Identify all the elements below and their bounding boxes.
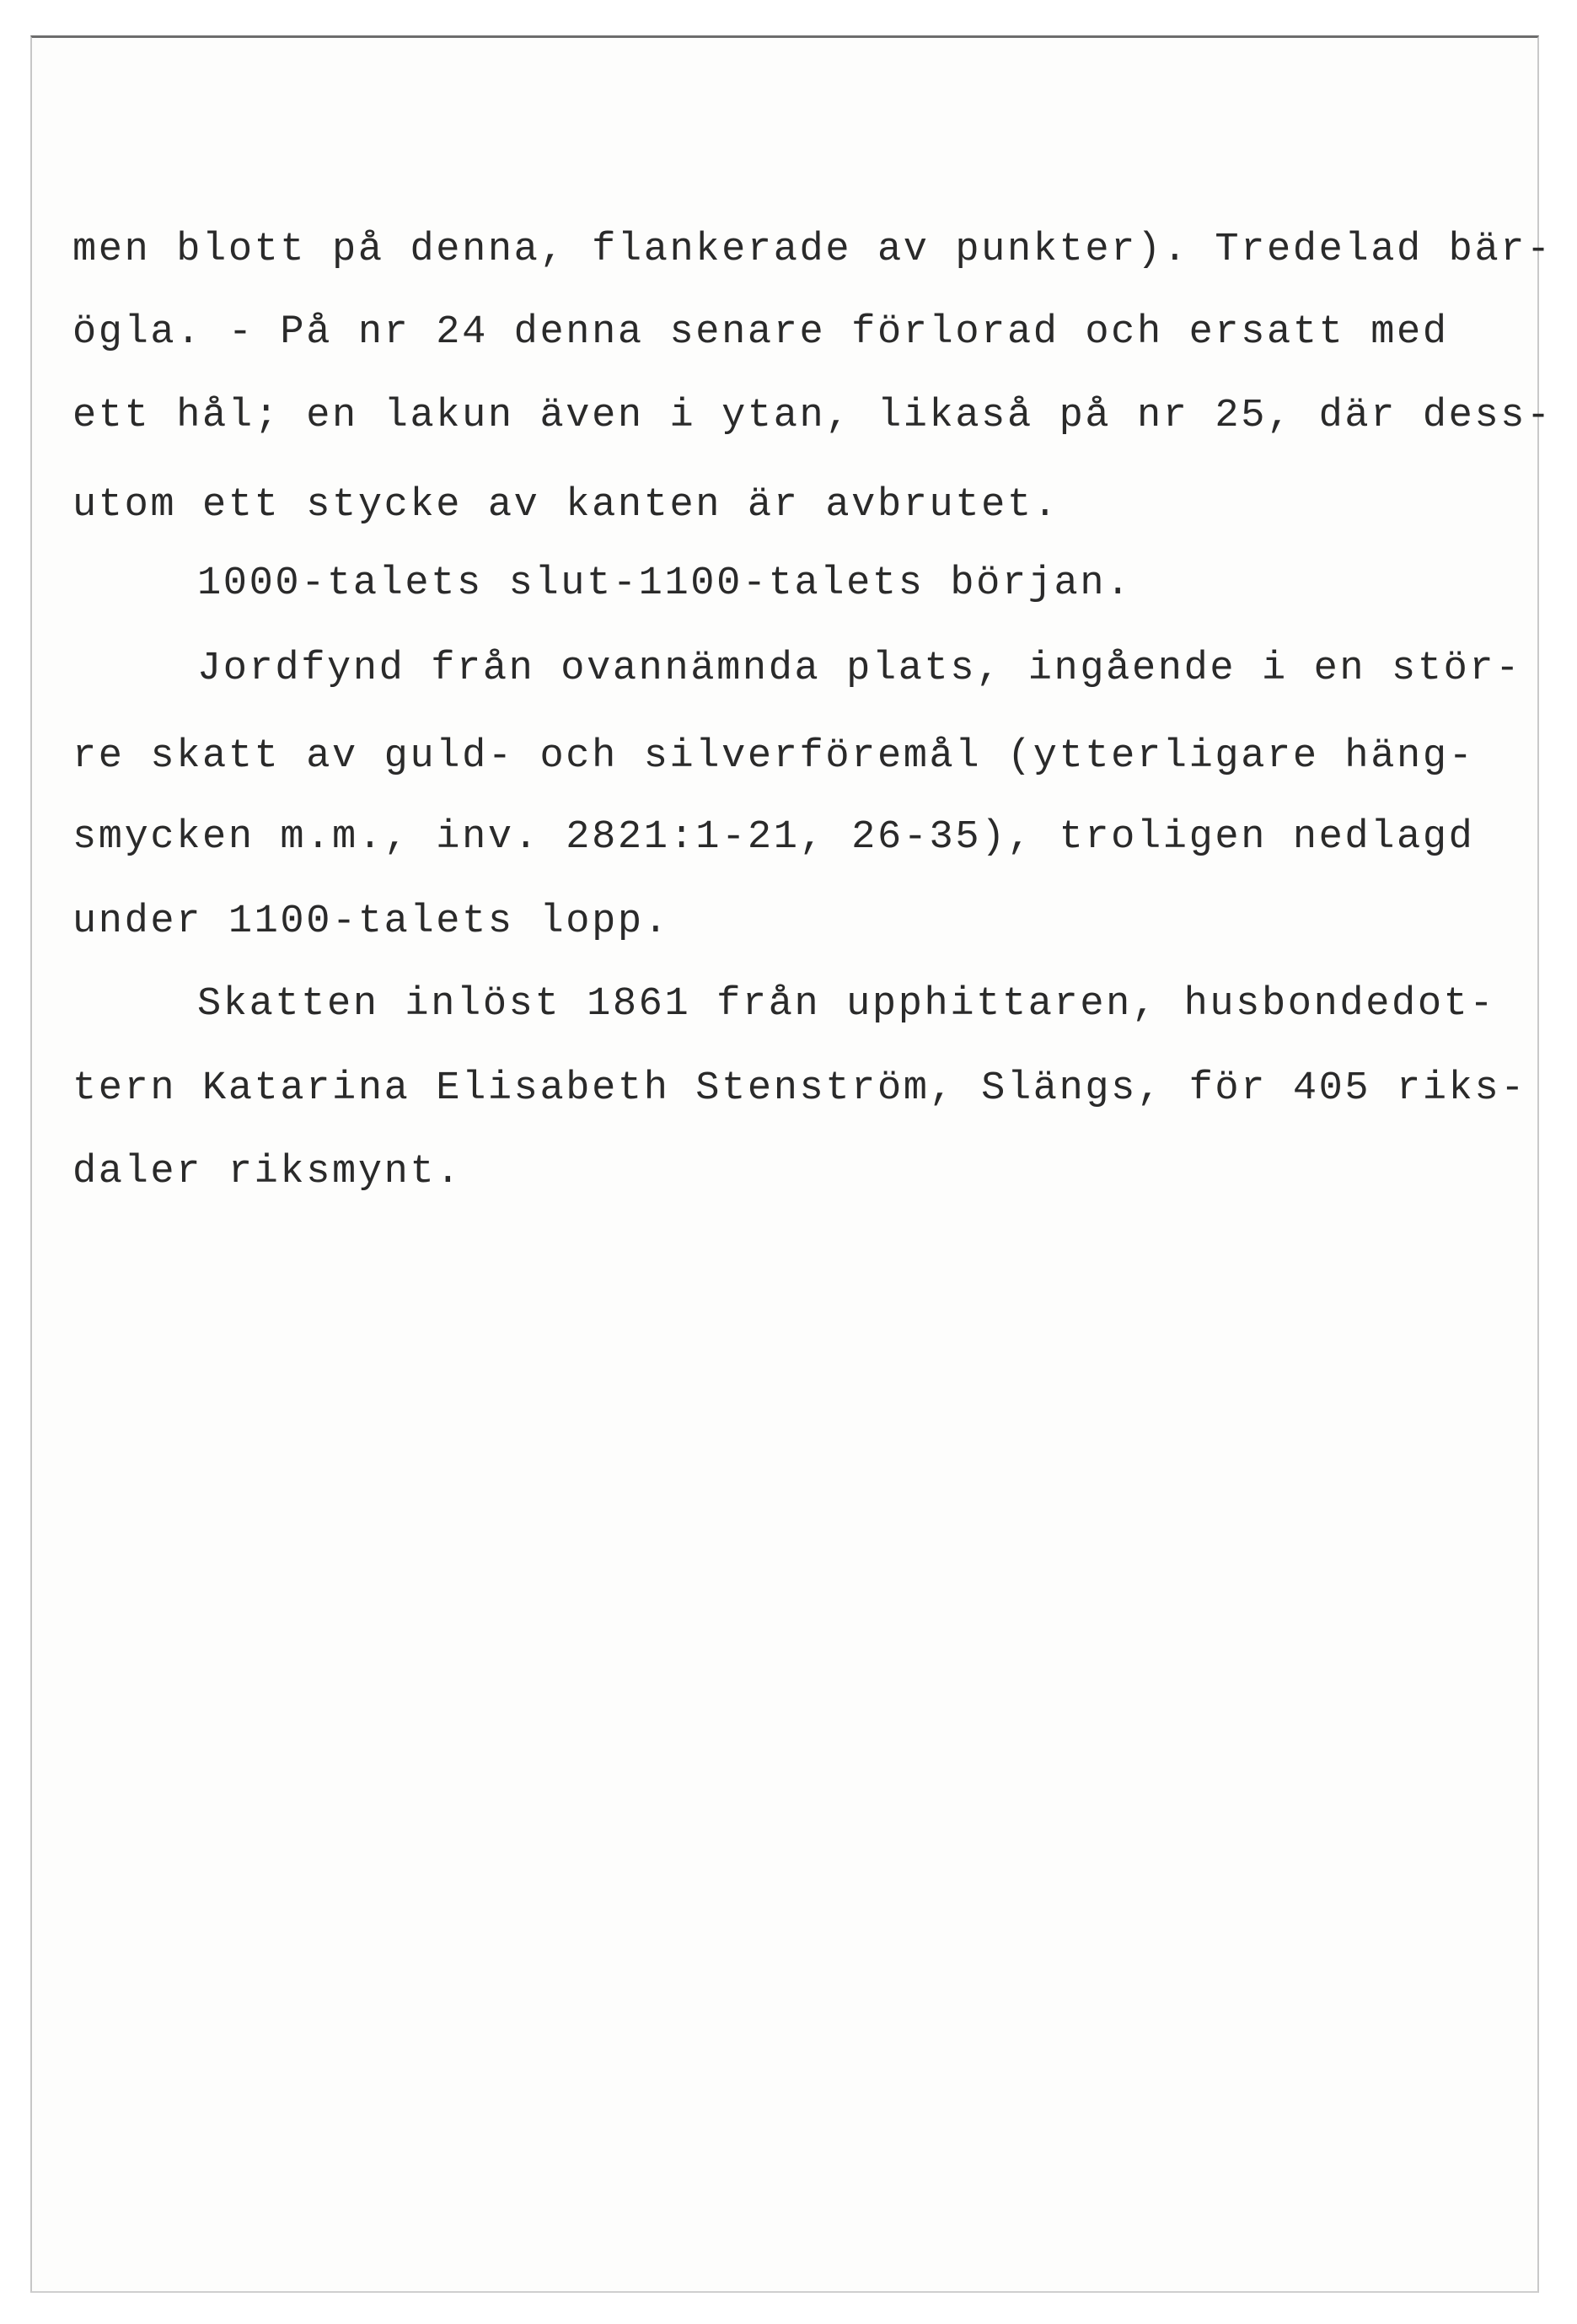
text-line: under 1100-talets lopp. — [72, 899, 670, 944]
text-line: Skatten inlöst 1861 från upphittaren, husbondedot- — [197, 982, 1496, 1027]
text-line: ögla. - På nr 24 denna senare förlorad och ersatt med — [72, 310, 1449, 355]
text-line: daler riksmynt. — [72, 1150, 463, 1194]
text-line: re skatt av guld- och silverföremål (ytterligare häng- — [72, 734, 1475, 779]
text-line: men blott på denna, flankerade av punkter). Tredelad bär- — [72, 228, 1553, 272]
text-line: Jordfynd från ovannämnda plats, ingående i en stör- — [197, 647, 1522, 691]
catalog-card — [30, 35, 1553, 2293]
text-line: smycken m.m., inv. 2821:1-21, 26-35), troligen nedlagd — [72, 815, 1475, 860]
text-line: tern Katarina Elisabeth Stenström, Slängs, för 405 riks- — [72, 1066, 1527, 1111]
text-line: 1000-talets slut-1100-talets början. — [197, 561, 1132, 606]
text-line: utom ett stycke av kanten är avbrutet. — [72, 483, 1059, 528]
text-line: ett hål; en lakun även i ytan, likaså på nr 25, där dess- — [72, 394, 1553, 438]
